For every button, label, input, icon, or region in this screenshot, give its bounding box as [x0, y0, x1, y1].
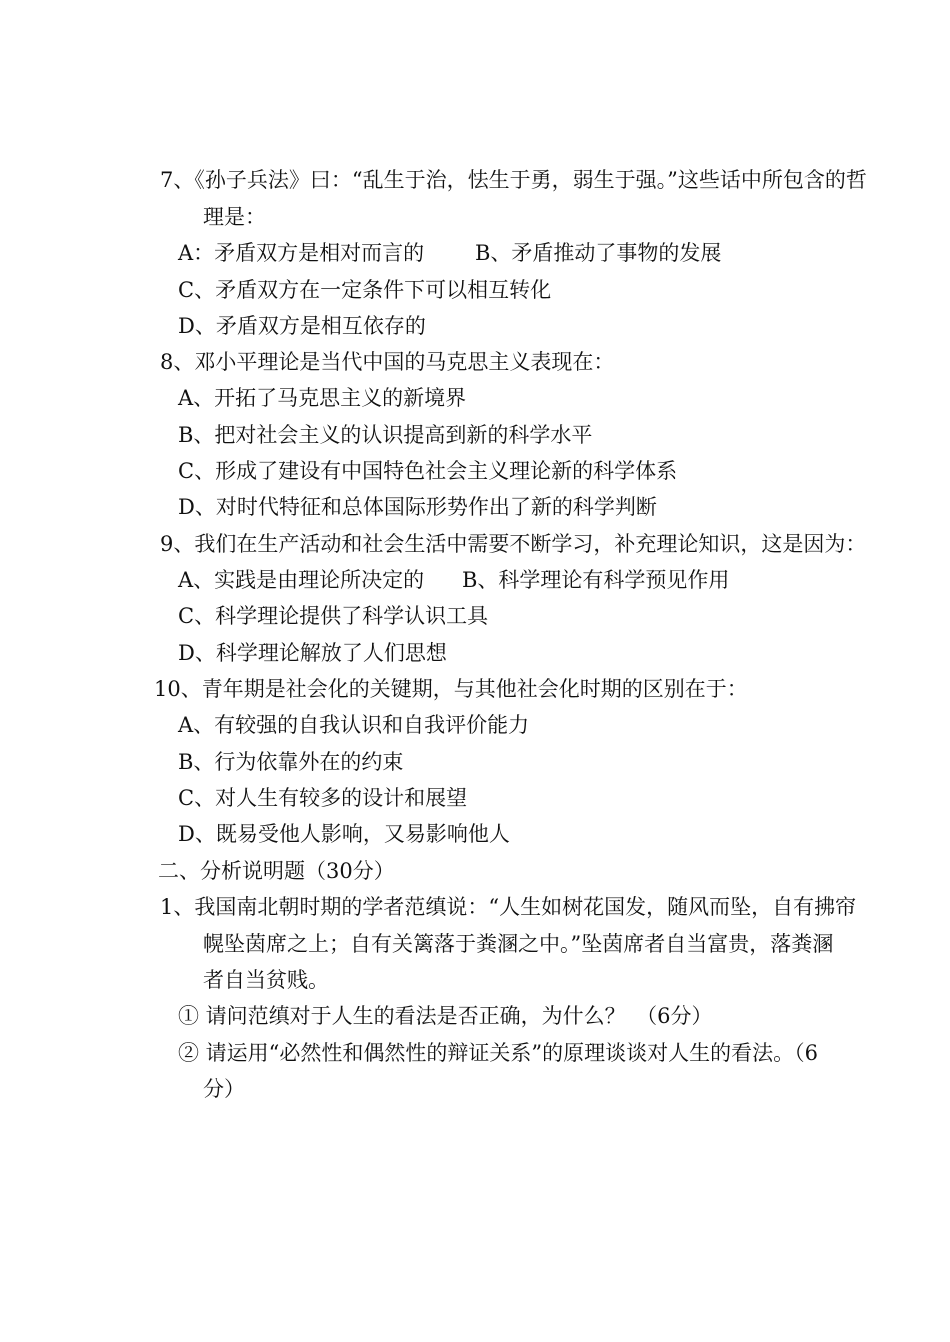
question-9-option-a: A、实践是由理论所决定的	[178, 568, 425, 592]
question-9-option-c: C、科学理论提供了科学认识工具	[178, 604, 489, 628]
analysis-subquestion-1: ① 请问范缜对于人生的看法是否正确，为什么？ （6分）	[178, 1004, 713, 1028]
question-9-option-d: D、科学理论解放了人们思想	[178, 641, 447, 665]
section-2-title: 二、分析说明题（30分）	[158, 859, 395, 883]
question-10-option-b: B、行为依靠外在的约束	[178, 750, 404, 774]
question-9-text: 9、我们在生产活动和社会生活中需要不断学习，补充理论知识，这是因为：	[160, 532, 867, 556]
question-9-option-b: B、科学理论有科学预见作用	[462, 568, 730, 592]
question-7-option-b: B、矛盾推动了事物的发展	[475, 241, 722, 265]
question-8-option-d: D、对时代特征和总体国际形势作出了新的科学判断	[178, 495, 657, 519]
question-8-option-a: A、开拓了马克思主义的新境界	[178, 386, 467, 410]
analysis-subquestion-2: ② 请运用“必然性和偶然性的辩证关系”的原理谈谈对人生的看法。（6	[178, 1041, 819, 1065]
question-10-text: 10、青年期是社会化的关键期，与其他社会化时期的区别在于：	[154, 677, 748, 701]
question-10-option-d: D、既易受他人影响，又易影响他人	[178, 822, 510, 846]
question-7-option-d: D、矛盾双方是相互依存的	[178, 314, 426, 338]
analysis-subquestion-2-cont: 分）	[203, 1077, 245, 1101]
question-7-option-c: C、矛盾双方在一定条件下可以相互转化	[178, 278, 552, 302]
analysis-question-1-text-cont: 幌坠茵席之上；自有关篱落于粪溷之中。”坠茵席者自当富贵，落粪溷	[203, 932, 834, 956]
question-8-text: 8、邓小平理论是当代中国的马克思主义表现在：	[160, 350, 615, 374]
question-10-option-c: C、对人生有较多的设计和展望	[178, 786, 468, 810]
analysis-question-1-text-cont-2: 者自当贫贱。	[203, 968, 329, 992]
question-7-text: 7、《孙子兵法》曰：“乱生于治，怯生于勇，弱生于强。”这些话中所包含的哲	[160, 168, 867, 192]
question-8-option-b: B、把对社会主义的认识提高到新的科学水平	[178, 423, 593, 447]
analysis-question-1-text: 1、我国南北朝时期的学者范缜说：“人生如树花国发，随风而坠，自有拂帘	[160, 895, 857, 919]
question-10-option-a: A、有较强的自我认识和自我评价能力	[178, 713, 530, 737]
question-8-option-c: C、形成了建设有中国特色社会主义理论新的科学体系	[178, 459, 678, 483]
question-7-option-a: A：矛盾双方是相对而言的	[178, 241, 425, 265]
question-7-text-cont: 理是：	[203, 205, 266, 229]
